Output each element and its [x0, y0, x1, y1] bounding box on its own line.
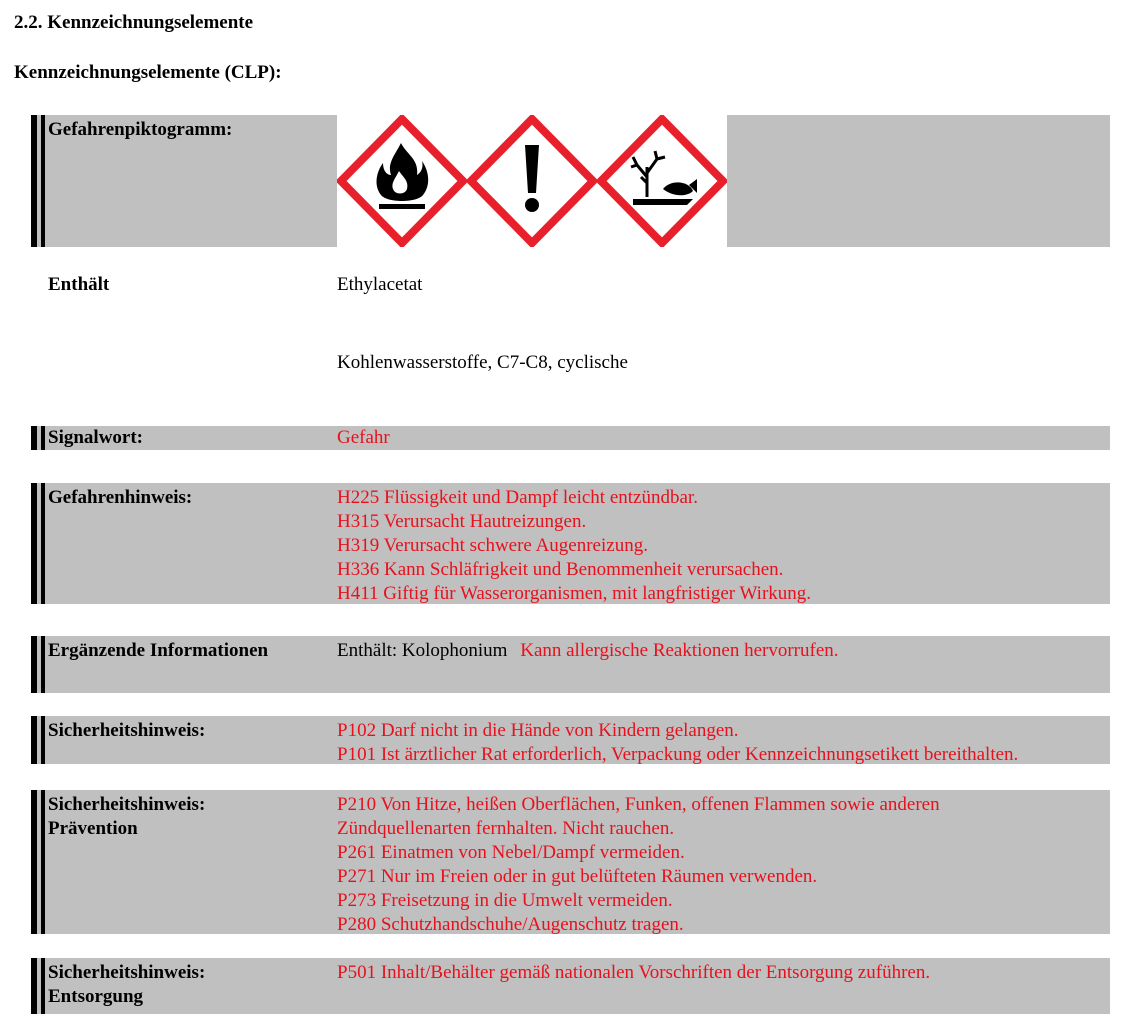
precautionary-statement: P210 Von Hitze, heißen Oberflächen, Funken, offenen Flammen sowie anderen	[337, 794, 940, 815]
supplemental-info-row	[31, 636, 1110, 693]
margin-bar	[41, 426, 45, 450]
margin-bar	[41, 636, 45, 693]
margin-bar	[41, 483, 45, 604]
signal-word-row	[31, 426, 1110, 450]
precautionary-disposal-row	[31, 958, 1110, 1014]
hazard-statement: H315 Verursacht Hautreizungen.	[337, 511, 587, 532]
hazard-statements-row	[31, 483, 1110, 604]
signal-word-value: Gefahr	[337, 427, 390, 448]
supplemental-text: Kann allergische Reaktionen hervorrufen.	[520, 640, 839, 661]
hazard-statement: H319 Verursacht schwere Augenreizung.	[337, 535, 648, 556]
flame-icon	[337, 115, 467, 247]
hazard-statements-list	[337, 486, 811, 606]
label-line: Sicherheitshinweis:	[48, 794, 206, 815]
precautionary-statement: P501 Inhalt/Behälter gemäß nationalen Vorschriften der Entsorgung zuführen.	[337, 962, 931, 983]
margin-bar	[31, 115, 37, 247]
label-line: Entsorgung	[48, 986, 144, 1007]
margin-bar	[31, 790, 37, 934]
precautionary-prevention-row	[31, 790, 1110, 934]
label-line: Prävention	[48, 818, 138, 839]
contains-value: Kohlenwasserstoffe, C7-C8, cyclische	[337, 352, 628, 373]
exclamation-mark-icon	[467, 115, 597, 247]
precautionary-disposal-list	[337, 961, 930, 985]
margin-bar	[41, 958, 45, 1014]
precautionary-statement: P102 Darf nicht in die Hände von Kindern gelangen.	[337, 720, 739, 741]
precautionary-statement: P280 Schutzhandschuhe/Augenschutz tragen.	[337, 914, 684, 935]
margin-bar	[41, 790, 45, 934]
precautionary-prevention-list	[337, 793, 940, 937]
margin-bar	[41, 115, 45, 247]
pictogram-group	[337, 115, 727, 247]
contains-label: Enthält	[48, 274, 110, 295]
precautionary-statement: P101 Ist ärztlicher Rat erforderlich, Verpackung oder Kennzeichnungsetikett bereithalten.	[337, 744, 1019, 765]
precautionary-general-row	[31, 716, 1110, 764]
precautionary-general-label: Sicherheitshinweis:	[48, 720, 206, 741]
signal-word-label: Signalwort:	[48, 427, 143, 448]
supplemental-prefix: Enthält: Kolophonium	[337, 640, 508, 661]
margin-bar	[41, 716, 45, 764]
margin-bar	[31, 426, 37, 450]
precautionary-statement: P271 Nur im Freien oder in gut belüfteten Räumen verwenden.	[337, 866, 818, 887]
precautionary-general-list	[337, 719, 1018, 767]
precautionary-statement: P261 Einatmen von Nebel/Dampf vermeiden.	[337, 842, 685, 863]
precautionary-statement: P273 Freisetzung in die Umwelt vermeiden.	[337, 890, 673, 911]
hazard-statement: H225 Flüssigkeit und Dampf leicht entzündbar.	[337, 487, 698, 508]
subtitle: Kennzeichnungselemente (CLP):	[14, 62, 282, 83]
precautionary-prevention-label	[48, 793, 205, 841]
pictogram-label: Gefahrenpiktogramm:	[48, 119, 233, 140]
contains-row	[31, 270, 1110, 380]
precautionary-disposal-label	[48, 961, 205, 1009]
hazard-statement: H411 Giftig für Wasserorganismen, mit langfristiger Wirkung.	[337, 583, 812, 604]
margin-bar	[31, 483, 37, 604]
margin-bar	[31, 636, 37, 693]
label-line: Sicherheitshinweis:	[48, 962, 206, 983]
precautionary-statement: Zündquellenarten fernhalten. Nicht rauchen.	[337, 818, 675, 839]
margin-bar	[31, 716, 37, 764]
supplemental-info-label: Ergänzende Informationen	[48, 640, 269, 661]
hazard-statements-label: Gefahrenhinweis:	[48, 487, 193, 508]
margin-bar	[31, 958, 37, 1014]
supplemental-info-value	[337, 639, 839, 663]
pictogram-row	[31, 115, 1110, 247]
hazard-statement: H336 Kann Schläfrigkeit und Benommenheit verursachen.	[337, 559, 784, 580]
section-title: 2.2. Kennzeichnungselemente	[14, 12, 254, 33]
contains-value: Ethylacetat	[337, 274, 423, 295]
environment-hazard-icon	[597, 115, 727, 247]
